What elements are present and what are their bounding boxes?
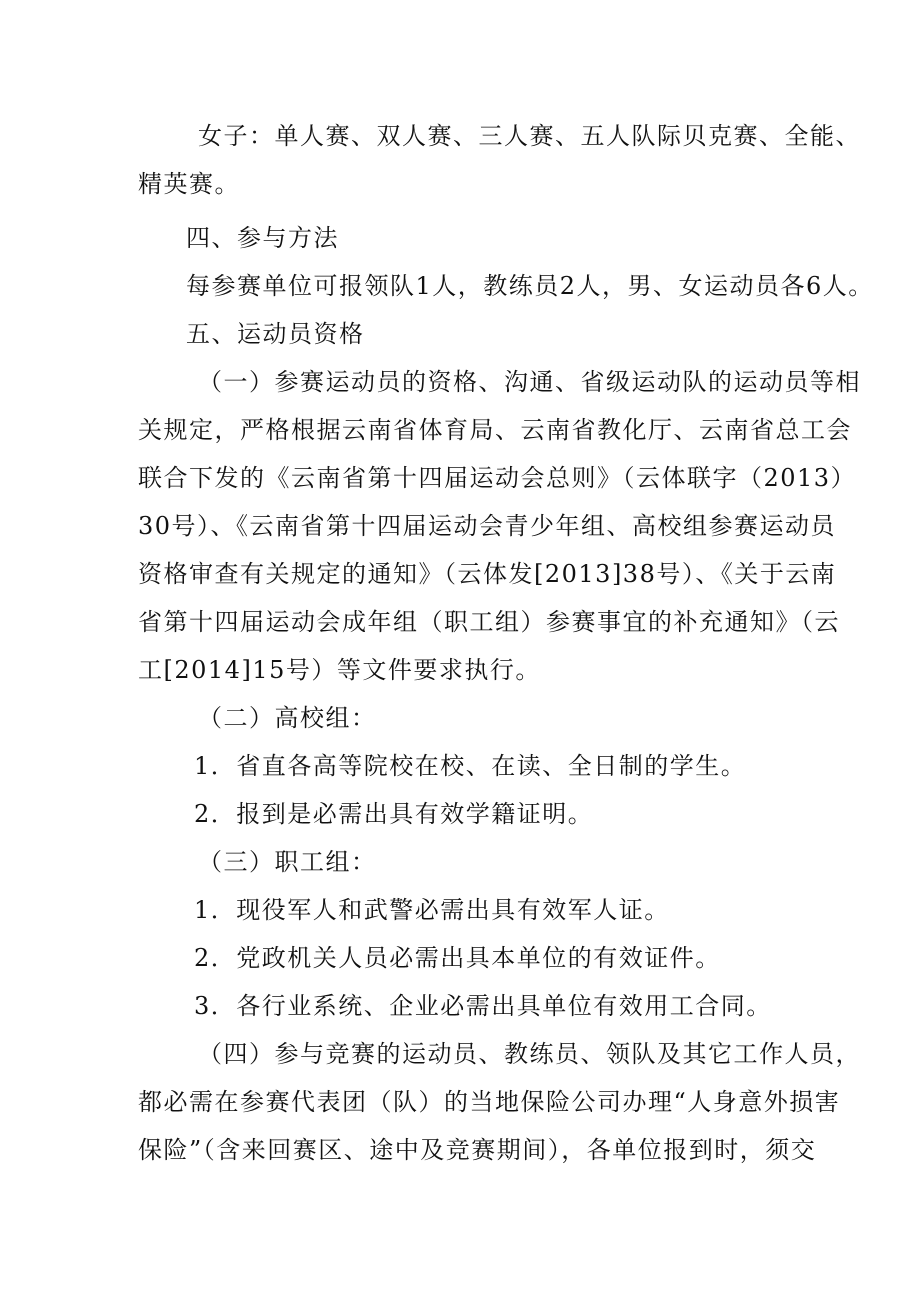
paragraph-line: 30号）、《云南省第十四届运动会青少年组、高校组参赛运动员	[138, 512, 837, 540]
subsection-heading: （二）高校组：	[198, 704, 377, 732]
paragraph-line: 关规定，严格根据云南省体育局、云南省教化厅、云南省总工会	[138, 416, 852, 444]
paragraph-line: 省第十四届运动会成年组（职工组）参赛事宜的补充通知》（云	[138, 608, 840, 636]
paragraph-line: 联合下发的《云南省第十四届运动会总则》（云体联字（2013）	[138, 464, 857, 492]
paragraph-line: 都必需在参赛代表团（队）的当地保险公司办理“人身意外损害	[138, 1088, 841, 1116]
paragraph-line: 保险”（含来回赛区、途中及竞赛期间），各单位报到时，须交	[138, 1136, 817, 1164]
section-heading: 四、参与方法	[186, 224, 339, 252]
list-item: 3．各行业系统、企业必需出具单位有效用工合同。	[194, 992, 772, 1020]
paragraph-line: （一）参赛运动员的资格、沟通、省级运动队的运动员等相	[198, 368, 861, 396]
paragraph-line: （四）参与竞赛的运动员、教练员、领队及其它工作人员，	[198, 1040, 861, 1068]
paragraph-line: 女子：单人赛、双人赛、三人赛、五人队际贝克赛、全能、	[198, 122, 861, 150]
paragraph-line: 工[2014]15号）等文件要求执行。	[138, 656, 541, 684]
subsection-heading: （三）职工组：	[198, 848, 377, 876]
list-item: 2．党政机关人员必需出具本单位的有效证件。	[194, 944, 721, 972]
list-item: 2．报到是必需出具有效学籍证明。	[194, 800, 594, 828]
paragraph-line: 精英赛。	[138, 170, 240, 198]
list-item: 1．省直各高等院校在校、在读、全日制的学生。	[194, 752, 747, 780]
section-heading: 五、运动员资格	[186, 320, 365, 348]
list-item: 1．现役军人和武警必需出具有效军人证。	[194, 896, 670, 924]
paragraph-line: 资格审查有关规定的通知》（云体发[2013]38号）、《关于云南	[138, 560, 837, 588]
paragraph-line: 每参赛单位可报领队1人，教练员2人，男、女运动员各6人。	[186, 272, 874, 300]
